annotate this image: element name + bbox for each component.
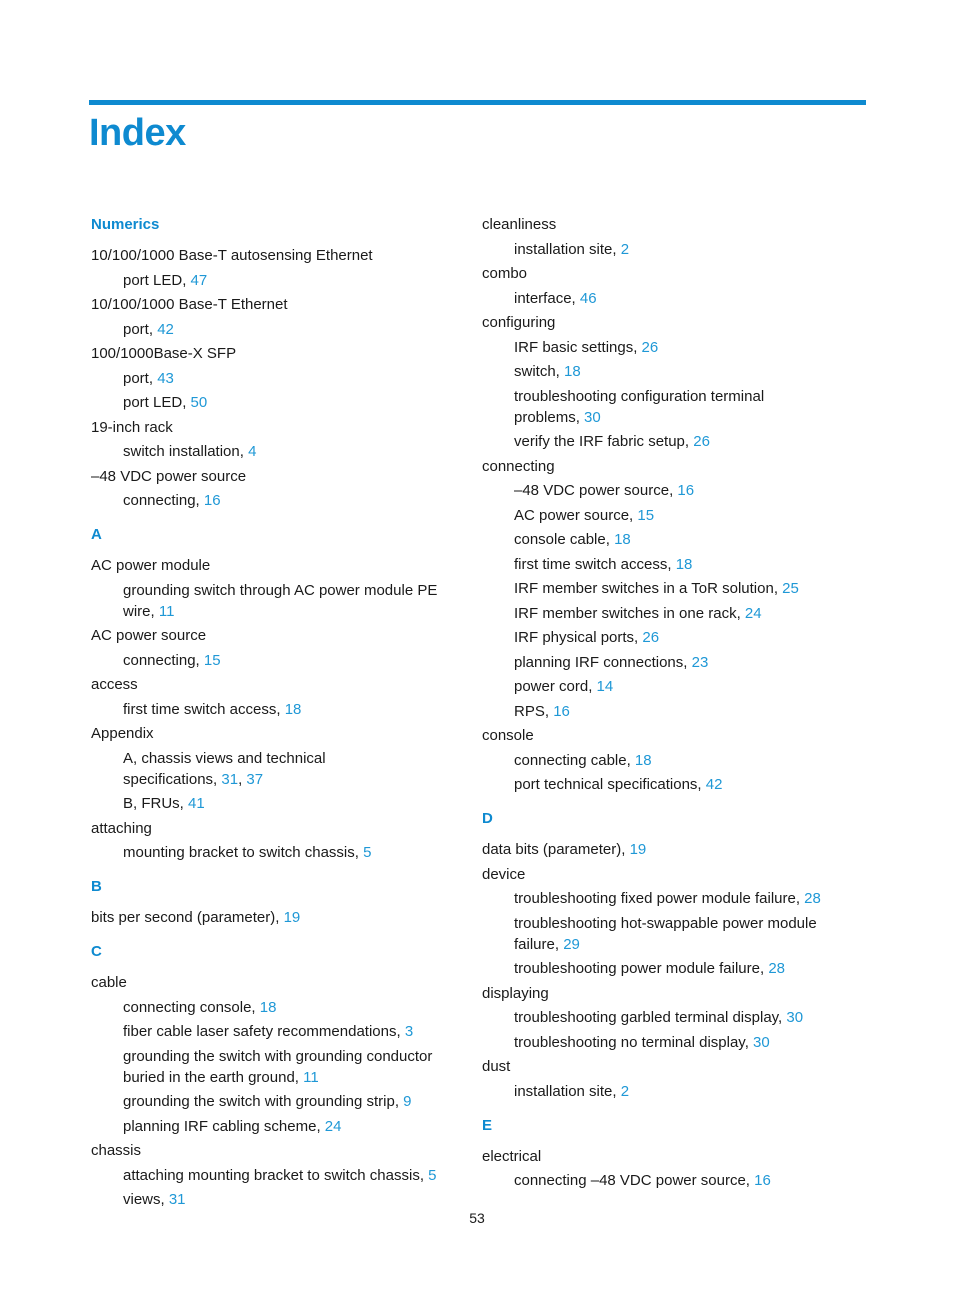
title-rule [89,100,866,105]
page-link[interactable]: 18 [284,700,302,718]
index-entry-text: Appendix [91,725,154,742]
index-entry-text: connecting –48 VDC power source, [514,1172,755,1189]
index-subterm [123,1092,412,1112]
index-subterm [514,240,629,260]
page-number: 53 [469,1210,485,1226]
index-subterm [514,408,601,428]
index-entry-text: IRF member switches in one rack, [514,604,745,622]
index-subterm [123,770,263,790]
index-entry-text: –48 VDC power source, [514,482,678,499]
index-entry-text: grounding the switch with grounding conductor [123,1047,433,1065]
index-entry-text: planning IRF connections, [514,653,692,671]
page-link[interactable]: 5 [363,844,372,861]
index-subterm [514,1082,629,1102]
index-term [91,819,152,839]
index-entry-text: troubleshooting no terminal display, [514,1033,754,1051]
page-link[interactable]: 18 [614,531,631,548]
index-subterm [123,271,207,291]
page-link[interactable]: 19 [283,909,301,926]
index-subterm [514,653,708,673]
page-link[interactable]: 29 [563,935,580,953]
index-entry-text: access [91,676,138,693]
index-section-heading [482,1116,492,1136]
index-entry-text: dust [482,1058,511,1075]
index-subterm [514,387,764,407]
index-entry-text: cleanliness [482,216,557,233]
index-entry-text: port LED, [123,271,191,289]
page-link[interactable]: 15 [637,506,655,524]
index-entry-text: IRF member switches in a ToR solution, [514,580,783,597]
index-term [91,675,138,695]
index-subterm [123,700,301,720]
index-entry-text: cable [91,974,127,991]
page-link[interactable]: 24 [744,604,762,622]
index-subterm [123,1117,341,1137]
index-entry-text: verify the IRF fabric setup, [514,433,694,450]
page-link[interactable]: 26 [693,433,710,450]
page-link[interactable]: 47 [190,271,208,289]
page-link[interactable]: 18 [564,363,581,380]
index-entry-text: problems, [514,408,585,426]
index-subterm [514,604,762,624]
index-term [91,626,206,646]
page-link[interactable]: 41 [188,795,205,812]
index-subterm [514,1033,770,1053]
index-subterm [514,935,580,955]
page-link[interactable]: 42 [705,776,723,793]
index-subterm [514,775,722,795]
index-subterm [514,702,570,722]
page-link[interactable]: 5 [428,1166,437,1184]
page-link[interactable]: 4 [248,443,257,460]
page-title: Index [89,112,186,154]
index-entry-text: power cord, [514,678,597,695]
index-term [482,1057,510,1077]
index-entry-text: configuring [482,314,556,331]
index-entry-text: Numerics [91,216,160,233]
page-link[interactable]: 16 [203,492,221,509]
index-entry-text: IRF physical ports, [514,629,643,646]
page-link[interactable]: 2 [620,1082,630,1100]
index-entry-text: troubleshooting fixed power module failure, [514,890,805,907]
index-entry-text: port, [123,369,158,387]
index-entry-text: bits per second (parameter), [91,909,284,926]
index-term [91,418,173,438]
page-link[interactable]: 18 [634,751,652,769]
index-subterm [123,843,371,863]
page-link[interactable]: 46 [579,289,597,307]
index-subterm [514,530,631,550]
index-entry-text: specifications, [123,770,222,788]
index-term [91,246,373,266]
index-subterm [514,481,694,501]
index-entry-text: first time switch access, [123,700,285,718]
index-entry-text: planning IRF cabling scheme, [123,1117,325,1135]
index-entry-text: A [91,526,102,543]
index-section-heading [91,877,102,897]
index-entry-text: AC power module [91,557,211,574]
index-entry-text: 10/100/1000 Base-T Ethernet [91,296,288,313]
index-subterm [514,362,581,382]
page-link[interactable]: 25 [782,580,799,597]
index-term [91,973,127,993]
index-subterm [514,677,613,697]
page-link[interactable]: 30 [786,1009,804,1026]
index-entry-text: E [482,1116,493,1134]
index-term [482,984,549,1004]
index-entry-text: grounding switch through AC power module PE [123,581,438,599]
page-link[interactable]: 9 [403,1093,412,1110]
index-subterm [123,1047,432,1067]
index-entry-text: switch, [514,363,565,380]
page-link[interactable]: 28 [804,890,821,907]
page-link[interactable]: 11 [303,1068,319,1086]
index-subterm [514,506,654,526]
page-link[interactable]: 31 [168,1191,186,1208]
page-link[interactable]: 26 [642,629,660,646]
index-term [482,264,527,284]
index-entry-text: connecting, [123,492,204,509]
index-entry-text: attaching mounting bracket to switch chassis, [123,1166,429,1184]
index-term [91,556,210,576]
index-subterm [123,602,174,622]
page-link[interactable]: 26 [641,338,659,356]
index-subterm [514,628,659,648]
index-subterm [123,491,221,511]
page-link[interactable]: 14 [596,678,614,695]
page-link[interactable]: 28 [768,960,786,977]
index-entry-text: chassis [91,1142,142,1159]
index-entry-text: D [482,810,493,827]
index-entry-text: B, FRUs, [123,795,189,812]
page-link[interactable]: 23 [691,653,709,671]
index-subterm [514,579,799,599]
index-subterm [514,1008,803,1028]
page-link[interactable]: 16 [677,482,695,499]
index-section-heading [91,942,102,962]
index-subterm [123,998,276,1018]
index-section-heading [91,215,159,235]
index-entry-text: failure, [514,935,564,953]
index-entry-text: –48 VDC power source [91,467,247,485]
index-entry-text: interface, [514,289,580,307]
index-entry-text: grounding the switch with grounding strip, [123,1093,404,1110]
page-link[interactable]: 19 [629,841,647,858]
index-term [91,295,288,315]
index-term [482,840,646,860]
index-subterm [123,442,256,462]
index-subterm [123,1068,319,1088]
index-term [91,1141,141,1161]
index-entry-text: RPS, [514,702,554,720]
index-entry-text: displaying [482,984,549,1002]
page-link[interactable]: 42 [157,320,174,338]
index-entry-text: port LED, [123,394,191,411]
index-subterm [123,749,326,769]
page-separator: , [238,770,247,788]
page-link[interactable]: 16 [553,702,570,720]
index-entry-text: A, chassis views and technical [123,749,326,767]
index-subterm [123,369,174,389]
index-entry-text: connecting, [123,651,204,669]
index-entry-text: 100/1000Base-X SFP [91,345,237,362]
index-subterm [123,393,207,413]
index-term [482,215,556,235]
index-entry-text: installation site, [514,240,621,258]
index-entry-text: console cable, [514,531,615,548]
index-subterm [123,320,174,340]
index-entry-text: 19-inch rack [91,418,173,436]
index-term [482,457,555,477]
index-term [91,908,300,928]
page-link[interactable]: 18 [259,998,277,1016]
index-subterm [514,914,817,934]
index-entry-text: connecting cable, [514,751,635,769]
index-entry-text: wire, [123,602,159,620]
index-entry-text: port, [123,320,158,338]
index-subterm [514,289,597,309]
index-entry-text: attaching [91,819,152,837]
index-subterm [123,1166,437,1186]
index-section-heading [482,809,493,829]
index-subterm [514,1171,771,1191]
index-term [482,1147,541,1167]
index-subterm [123,794,205,814]
index-entry-text: switch installation, [123,443,249,460]
index-entry-text: AC power source [91,627,207,644]
index-entry-text: troubleshooting power module failure, [514,960,769,977]
page-link[interactable]: 50 [190,394,208,411]
index-term [91,467,246,487]
page-link[interactable]: 3 [404,1023,414,1040]
index-entry-text: IRF basic settings, [514,338,642,356]
index-entry-text: troubleshooting garbled terminal display, [514,1009,787,1026]
index-term [482,726,534,746]
index-entry-text: installation site, [514,1082,621,1100]
index-entry-text: buried in the earth ground, [123,1068,304,1086]
index-term [482,865,525,885]
index-entry-text: combo [482,265,528,282]
index-subterm [123,1190,186,1210]
index-entry-text: troubleshooting hot-swappable power module [514,914,817,932]
index-entry-text: 10/100/1000 Base-T autosensing Ethernet [91,247,373,264]
index-subterm [123,651,221,671]
page-link[interactable]: 30 [753,1033,770,1051]
index-term [482,313,555,333]
page-link[interactable]: 24 [324,1117,342,1135]
index-subterm [514,338,658,358]
index-entry-text: console [482,727,534,744]
index-subterm [514,555,692,575]
page-link[interactable]: 30 [584,408,601,426]
page-link[interactable]: 37 [246,770,264,788]
page-link[interactable]: 18 [675,555,693,573]
index-entry-text: AC power source, [514,506,638,524]
index-subterm [514,751,652,771]
index-entry-text: troubleshooting configuration terminal [514,387,765,405]
index-subterm [123,581,437,601]
index-entry-text: fiber cable laser safety recommendations, [123,1023,405,1040]
page-link[interactable]: 16 [754,1172,771,1189]
index-entry-text: port technical specifications, [514,776,706,793]
index-subterm [514,959,785,979]
page-link[interactable]: 15 [203,651,221,669]
index-entry-text: views, [123,1191,169,1208]
page-link[interactable]: 31 [221,770,239,788]
index-entry-text: device [482,865,526,883]
index-term [91,344,236,364]
index-subterm [514,432,710,452]
page-link[interactable]: 11 [158,602,175,620]
index-entry-text: B [91,878,102,895]
index-entry-text: connecting console, [123,998,260,1016]
index-entry-text: connecting [482,457,555,475]
index-entry-text: C [91,943,102,960]
page-link[interactable]: 43 [157,369,174,387]
page-link[interactable]: 2 [620,240,630,258]
index-entry-text: electrical [482,1147,542,1165]
index-subterm [123,1022,413,1042]
index-entry-text: first time switch access, [514,555,676,573]
index-entry-text: data bits (parameter), [482,841,630,858]
index-term [91,724,154,744]
index-section-heading [91,525,102,545]
index-entry-text: mounting bracket to switch chassis, [123,844,364,861]
index-subterm [514,889,821,909]
